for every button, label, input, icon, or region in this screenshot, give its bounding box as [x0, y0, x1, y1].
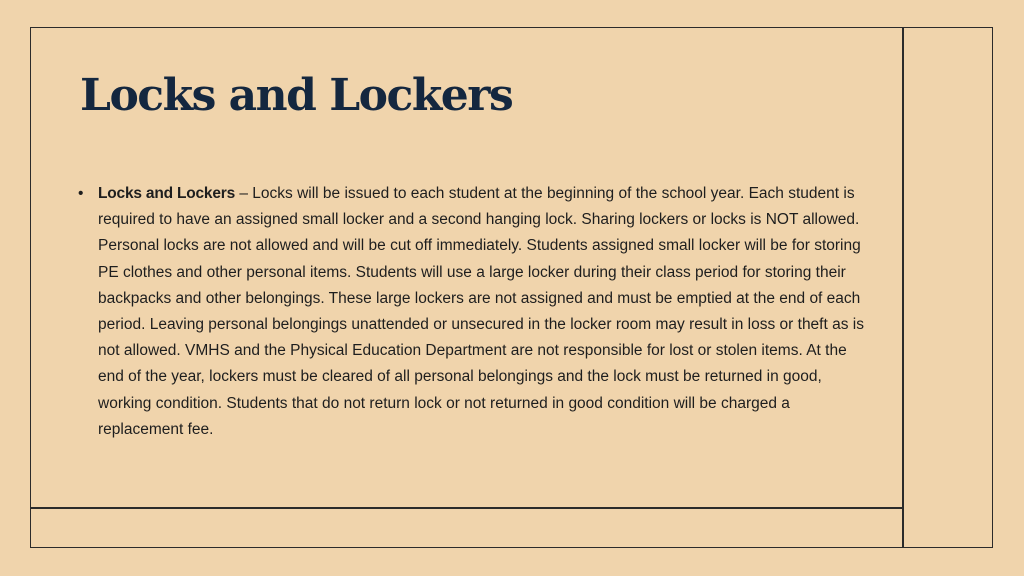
- bullet-dot-icon: •: [78, 185, 84, 202]
- bullet-item: [78, 181, 868, 443]
- bullet-separator: –: [235, 185, 253, 202]
- frame-horizontal-divider: [30, 507, 903, 509]
- bullet-list: [78, 181, 868, 443]
- frame-vertical-divider: [902, 27, 904, 548]
- bullet-lead-text: Locks and Lockers: [98, 185, 236, 202]
- slide-title: Locks and Lockers: [80, 70, 513, 121]
- bullet-body-text: Locks will be issued to each student at the beginning of the school year. Each student is required to have an assigned small locker and a second hanging lock. Sharing lockers or locks is NOT allowed. Personal locks are not allowed and will be cut off immediately. Students assigned small locker will be for storing PE clothes and other personal items. Students will use a large locker during their class period for storing their backpacks and other belongings. These large lockers are not assigned and must be emptied at the end of each period. Leaving personal belongings unattended or unsecured in the locker room may result in loss or theft as is not allowed. VMHS and the Physical Education Department are not responsible for lost or stolen items. At the end of the year, lockers must be cleared of all personal belongings and the lock must be returned in good, working condition. Students that do not return lock or not returned in good condition will be charged a replacement fee.: [98, 185, 864, 438]
